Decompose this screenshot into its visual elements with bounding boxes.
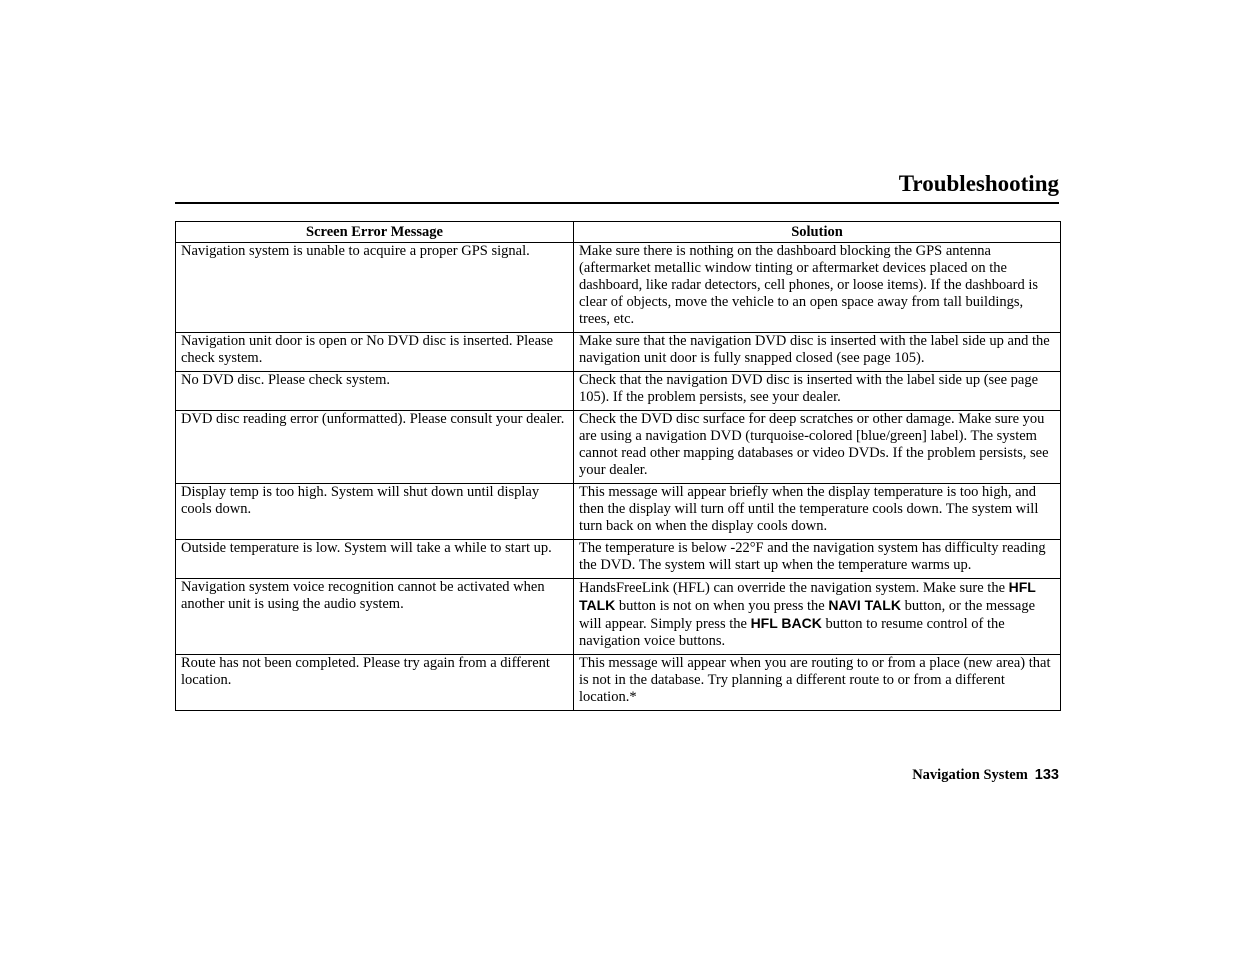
troubleshooting-table: [175, 221, 1061, 711]
error-message-cell: DVD disc reading error (unformatted). Please consult your dealer.: [176, 411, 574, 484]
solution-cell: Check that the navigation DVD disc is inserted with the label side up (see page 105). If the problem persists, see your dealer.: [574, 372, 1061, 411]
table-row: [176, 540, 1061, 579]
navi-talk-button-label: NAVI TALK: [828, 597, 901, 613]
page-footer: [700, 766, 1059, 784]
table-row: [176, 333, 1061, 372]
solution-cell: Make sure there is nothing on the dashboard blocking the GPS antenna (aftermarket metallic window tinting or aftermarket devices placed on the dashboard, like radar detectors, cell phones, or loose items). If the dashboard is clear of objects, move the vehicle to an open space away from tall buildings, trees, etc.: [574, 243, 1061, 333]
solution-cell: Check the DVD disc surface for deep scratches or other damage. Make sure you are using a navigation DVD (turquoise-colored [blue/green] label). The system cannot read other mapping databases or video DVDs. If the problem persists, see your dealer.: [574, 411, 1061, 484]
solution-cell: This message will appear briefly when the display temperature is too high, and then the display will turn off until the temperature cools down. The system will turn back on when the display cools down.: [574, 484, 1061, 540]
solution-text: HandsFreeLink (HFL) can override the navigation system. Make sure the: [579, 580, 1009, 596]
table-row: [176, 655, 1061, 711]
hfl-talk-button-label: HFL TALK: [579, 579, 1036, 613]
title-rule: [175, 202, 1059, 204]
table-row: [176, 484, 1061, 540]
error-message-cell: Navigation unit door is open or No DVD disc is inserted. Please check system.: [176, 333, 574, 372]
footer-section-title: Navigation System: [912, 767, 1028, 783]
page-title: Troubleshooting: [898, 171, 1059, 196]
solution-text: button to resume control of the navigation voice buttons.: [579, 616, 1005, 649]
error-message-cell: Navigation system voice recognition cannot be activated when another unit is using the audio system.: [176, 579, 574, 655]
column-header-solution: Solution: [574, 222, 1061, 243]
table-row: [176, 243, 1061, 333]
error-message-cell: Route has not been completed. Please try again from a different location.: [176, 655, 574, 711]
hfl-back-button-label: HFL BACK: [750, 615, 822, 631]
solution-cell: This message will appear when you are routing to or from a place (new area) that is not in the database. Try planning a different route to or from a different location.*: [574, 655, 1061, 711]
solution-cell: The temperature is below -22°F and the navigation system has difficulty reading the DVD. The system will start up when the temperature warms up.: [574, 540, 1061, 579]
error-message-cell: No DVD disc. Please check system.: [176, 372, 574, 411]
error-message-cell: Outside temperature is low. System will take a while to start up.: [176, 540, 574, 579]
error-message-cell: Display temp is too high. System will shut down until display cools down.: [176, 484, 574, 540]
solution-cell: [574, 579, 1061, 655]
table-row: [176, 411, 1061, 484]
column-header-message: Screen Error Message: [176, 222, 574, 243]
solution-text: button is not on when you press the: [615, 598, 829, 614]
table-row: [176, 372, 1061, 411]
error-message-cell: Navigation system is unable to acquire a proper GPS signal.: [176, 243, 574, 333]
solution-cell: Make sure that the navigation DVD disc is inserted with the label side up and the navigation unit door is fully snapped closed (see page 105).: [574, 333, 1061, 372]
table-header-row: [176, 222, 1061, 243]
page-number: 133: [1034, 767, 1059, 783]
table-row: [176, 579, 1061, 655]
solution-text: button, or the message will appear. Simply press the: [579, 598, 1036, 632]
